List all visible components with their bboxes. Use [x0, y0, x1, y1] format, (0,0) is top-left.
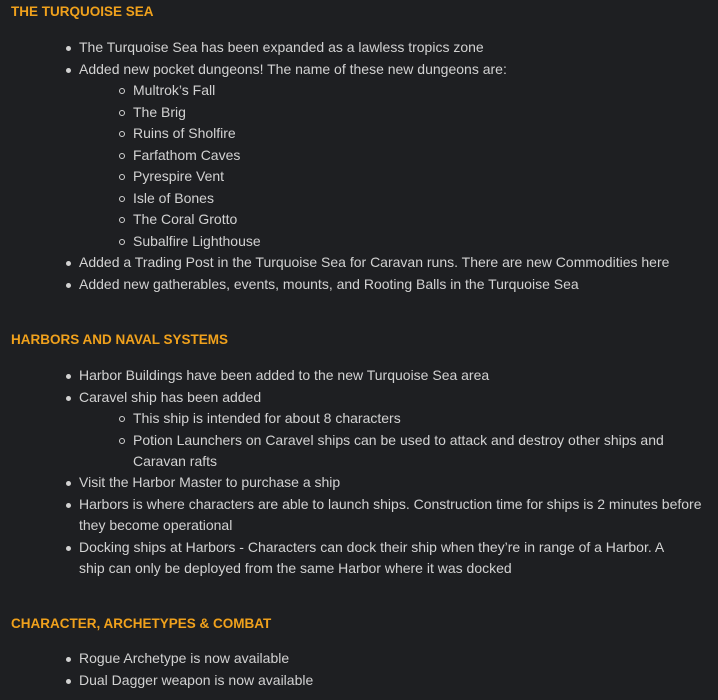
bullet-list — [0, 648, 679, 691]
list-item: Added new gatherables, events, mounts, and Rooting Balls in the Turquoise Sea — [0, 274, 679, 296]
list-item: The Turquoise Sea has been expanded as a lawless tropics zone — [0, 37, 679, 59]
section-heading: THE TURQUOISE SEA — [11, 4, 154, 19]
sub-list-item: The Coral Grotto — [0, 209, 700, 231]
list-item: Docking ships at Harbors - Characters can dock their ship when they’re in range of a Harbor. A ship can only be deployed from the same Harbor where it was docked — [0, 537, 691, 580]
sub-list-item: Isle of Bones — [0, 188, 700, 210]
sub-list-item: Pyrespire Vent — [0, 166, 700, 188]
bullet-list — [0, 472, 709, 580]
bullet-list — [0, 252, 679, 295]
section-heading: CHARACTER, ARCHETYPES & COMBAT — [11, 616, 272, 631]
sub-list-item: The Brig — [0, 102, 700, 124]
sub-list — [0, 80, 700, 252]
list-item: Dual Dagger weapon is now available — [0, 670, 679, 692]
bullet-list — [0, 37, 679, 80]
sub-list-item: This ship is intended for about 8 characters — [0, 408, 680, 430]
list-item-text: Added new pocket dungeons! The name of these new dungeons are: — [79, 60, 507, 77]
sub-list-item: Multrok’s Fall — [0, 80, 700, 102]
list-item: Added a Trading Post in the Turquoise Sea for Caravan runs. There are new Commodities here — [0, 252, 679, 274]
list-item: Rogue Archetype is now available — [0, 648, 679, 670]
sub-list-item: Subalfire Lighthouse — [0, 231, 700, 253]
list-item: Harbor Buildings have been added to the new Turquoise Sea area — [0, 365, 679, 387]
list-item: Caravel ship has been added — [0, 387, 679, 409]
list-item — [0, 59, 679, 81]
sub-list-item: Potion Launchers on Caravel ships can be used to attack and destroy other ships and Caravan rafts — [0, 430, 668, 473]
sub-list-item: Farfathom Caves — [0, 145, 700, 167]
bullet-list — [0, 365, 679, 408]
sub-list — [0, 408, 680, 473]
sub-list-item: Ruins of Sholfire — [0, 123, 700, 145]
list-item: Visit the Harbor Master to purchase a ship — [0, 472, 679, 494]
section-heading: HARBORS AND NAVAL SYSTEMS — [11, 332, 229, 347]
list-item: Harbors is where characters are able to launch ships. Construction time for ships is 2 minutes before they become operational — [0, 494, 709, 537]
